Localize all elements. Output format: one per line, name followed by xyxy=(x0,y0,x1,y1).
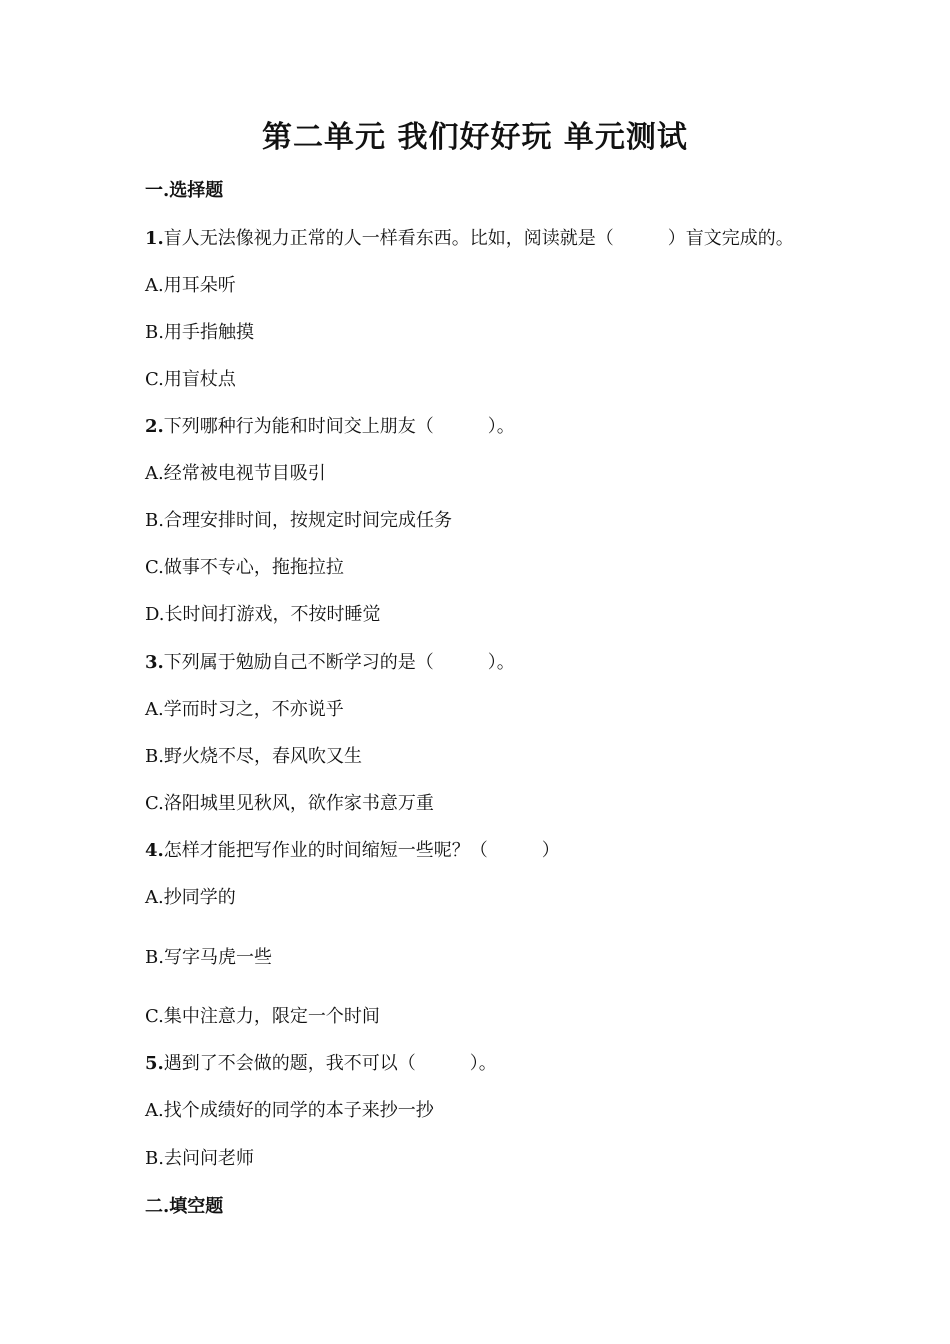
question-number: 2. xyxy=(145,416,164,437)
question-number: 1. xyxy=(145,228,164,249)
q3-option-a: A.学而时习之，不亦说乎 xyxy=(145,699,344,720)
q1-option-c: C.用盲杖点 xyxy=(145,369,236,390)
q2-option-d: D.长时间打游戏，不按时睡觉 xyxy=(145,604,381,625)
question-number: 4. xyxy=(145,840,164,861)
q2-option-b: B.合理安排时间，按规定时间完成任务 xyxy=(145,510,452,531)
question-text: 下列哪种行为能和时间交上朋友（ ）。 xyxy=(163,416,515,437)
q3-option-b: B.野火烧不尽，春风吹又生 xyxy=(145,746,362,767)
q4-option-a: A.抄同学的 xyxy=(145,887,236,908)
question-number: 5. xyxy=(145,1053,164,1074)
question-text: 盲人无法像视力正常的人一样看东西。比如，阅读就是（ ）盲文完成的。 xyxy=(163,228,794,249)
question-2 xyxy=(145,412,515,438)
q1-option-a: A.用耳朵听 xyxy=(145,275,236,296)
question-1 xyxy=(145,224,794,250)
page-title: 第二单元 我们好好玩 单元测试 xyxy=(262,120,688,155)
question-text: 怎样才能把写作业的时间缩短一些呢？（ ） xyxy=(163,840,560,861)
q2-option-a: A.经常被电视节目吸引 xyxy=(145,463,326,484)
q4-option-c: C.集中注意力，限定一个时间 xyxy=(145,1006,380,1027)
question-number: 3. xyxy=(145,652,164,673)
section-heading-fill: 二.填空题 xyxy=(145,1196,224,1217)
q4-option-b: B.写字马虎一些 xyxy=(145,947,272,968)
question-5 xyxy=(145,1049,497,1075)
q5-option-b: B.去问问老师 xyxy=(145,1148,254,1169)
q5-option-a: A.找个成绩好的同学的本子来抄一抄 xyxy=(145,1100,434,1121)
q1-option-b: B.用手指触摸 xyxy=(145,322,254,343)
question-4 xyxy=(145,836,560,862)
question-3 xyxy=(145,648,515,674)
question-text: 下列属于勉励自己不断学习的是（ ）。 xyxy=(163,652,515,673)
section-heading-choice: 一.选择题 xyxy=(145,180,224,201)
q2-option-c: C.做事不专心，拖拖拉拉 xyxy=(145,557,344,578)
q3-option-c: C.洛阳城里见秋风，欲作家书意万重 xyxy=(145,793,434,814)
question-text: 遇到了不会做的题，我不可以（ ）。 xyxy=(163,1053,497,1074)
